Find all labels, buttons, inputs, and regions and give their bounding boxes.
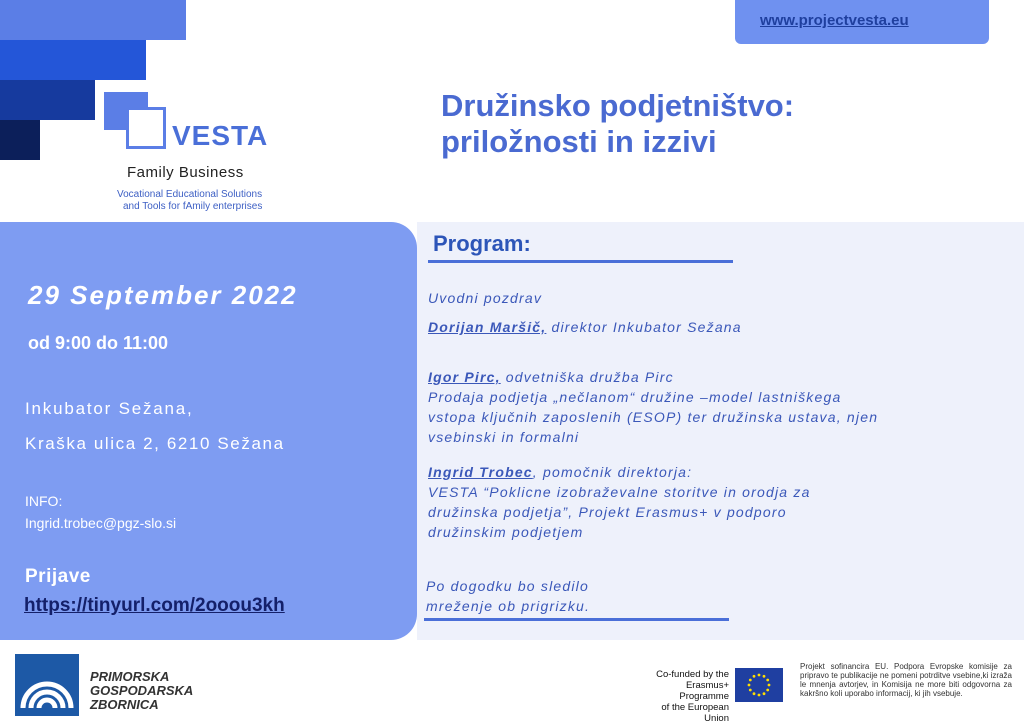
pgz-line3: ZBORNICA: [90, 697, 159, 712]
cofunded-line3: of the European Union: [661, 702, 729, 724]
info-label: INFO:: [25, 493, 63, 509]
speaker2-topic-line2: vstopa ključnih zaposlenih (ESOP) ter družinska ustava, njen: [428, 409, 879, 425]
info-email[interactable]: Ingrid.trobec@pgz-slo.si: [25, 515, 177, 531]
venue-line1: Inkubator Sežana,: [25, 399, 194, 418]
speaker2-topic-line3: vsebinski in formalni: [428, 429, 580, 445]
pgz-logo-icon: [15, 654, 79, 716]
vesta-subtitle-line1: Vocational Educational Solutions: [117, 189, 263, 200]
pgz-name: [90, 670, 193, 712]
program-speaker2: [428, 367, 878, 447]
speaker2-topic-line1: Prodaja podjetja „nečlanom“ družine –model lastniškega: [428, 389, 842, 405]
speaker1-role: direktor Inkubator Sežana: [546, 319, 742, 335]
program-speaker1: [428, 317, 742, 337]
speaker2-role: odvetniška družba Pirc: [500, 369, 674, 385]
cofunded-line1: Co-funded by the: [656, 669, 729, 680]
cofunded-line2: Erasmus+ Programme: [679, 680, 729, 702]
website-banner: [735, 0, 989, 44]
pgz-line1: PRIMORSKA: [90, 669, 170, 684]
closing-line1: Po dogodku bo sledilo: [426, 578, 589, 594]
registration-link[interactable]: https://tinyurl.com/2ooou3kh: [24, 595, 285, 616]
program-intro: Uvodni pozdrav: [428, 290, 543, 306]
speaker2-name: Igor Pirc,: [428, 369, 501, 385]
speaker3-name: Ingrid Trobec: [428, 464, 533, 480]
eu-disclaimer: Projekt sofinancira EU. Podpora Evropske komisije za pripravo te publikacije ne pomeni potrditve vsebine,ki izraža le mnenja avtorjev, in Komisija ne more biti odgovorna za kakršno koli uporabo informacij, ki jih vsebuje.: [800, 662, 1012, 698]
program-bottom-rule: [424, 618, 729, 621]
vesta-logo-square-front: [126, 107, 166, 149]
speaker3-role: , pomočnik direktorja:: [532, 464, 693, 480]
decor-block-3: [0, 80, 95, 120]
pgz-line2: GOSPODARSKA: [90, 683, 194, 698]
program-speaker3: [428, 462, 811, 542]
erasmus-cofunded-text: [637, 669, 729, 724]
event-title-line1: Družinsko podjetništvo:: [441, 88, 795, 123]
speaker3-topic-line1: VESTA “Poklicne izobraževalne storitve in orodja za: [428, 484, 811, 500]
speaker3-topic-line2: družinska podjetja”, Projekt Erasmus+ v podporo: [428, 504, 787, 520]
decor-block-2: [0, 40, 146, 80]
program-closing: [426, 576, 590, 616]
speaker3-topic-line3: družinskim podjetjem: [428, 524, 584, 540]
program-heading: Program:: [433, 231, 531, 256]
event-title-line2: priložnosti in izzivi: [441, 124, 717, 159]
event-title: [441, 88, 1001, 160]
decor-block-1: [0, 0, 186, 40]
venue-line2: Kraška ulica 2, 6210 Sežana: [25, 434, 285, 453]
vesta-logo-text: VESTA: [172, 120, 269, 151]
website-link[interactable]: www.projectvesta.eu: [760, 12, 909, 29]
program-heading-underline: [428, 260, 733, 263]
speaker1-name: Dorijan Maršič,: [428, 319, 547, 335]
event-time: od 9:00 do 11:00: [28, 333, 169, 353]
vesta-subtitle-line2: and Tools for fAmily enterprises: [123, 201, 263, 212]
closing-line2: mreženje ob prigrizku.: [426, 598, 591, 614]
event-date: 29 September 2022: [28, 280, 298, 310]
registration-label: Prijave: [25, 566, 91, 587]
decor-block-4: [0, 120, 40, 160]
vesta-tagline: Family Business: [127, 164, 244, 181]
eu-flag-icon: [735, 668, 783, 702]
